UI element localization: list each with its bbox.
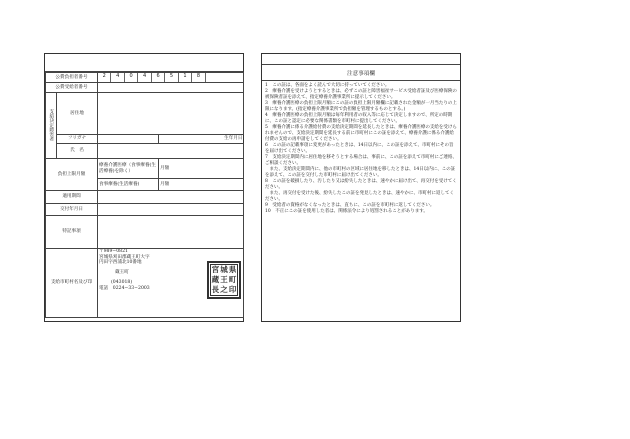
issue-date-label: 交付年月日 [46,204,98,216]
period-row [46,191,244,204]
certificate-back-card [261,53,461,322]
special-notes-value [98,216,244,249]
period-value [98,191,244,204]
note-item: 3 療養介護医療の負担上限月額にこの証の負担上限月額欄に記載された金額が一月当たりの上限になります。(指定療養介護事業所で負担額を管理するものとする。) [265,101,457,113]
issue-date-value [98,204,244,216]
seal-char: 之 [220,285,228,295]
recipient-number-row [46,83,244,93]
address-row [46,93,244,135]
notes-title: 注意事項欄 [262,64,460,81]
limit-label: 負担上限月額 [46,159,98,191]
seal-char: 王 [220,275,228,285]
front-header-blank [45,54,243,72]
note-item: また、再交付を受けた後、紛失したこの証を発見したときは、速やかに、市町村に返してください。 [265,191,454,203]
limit-item-meal: 食事療養(生活療養) [98,179,159,191]
note-item: 4 療養介護医療の負担上限月額は毎年利用者の収入等に応じて決定しますので、所定の時期に、この証と認定に必要な関係書類を市町村に提出してください。 [265,113,453,125]
note-item: また、支給決定期間内に、他の市町村の区域に居住地を移したときは、14日以内に、この証を添えて、この証を交付した市町村に届け出てください。 [265,167,456,179]
payer-digit: 8 [192,73,205,82]
note-item: 2 療養介護を受けようとするときは、必ずこの証と障害福祉サービス受給者証及び医療保険の被保険者証を添えて、指定療養介護事業所に提示してください。 [265,89,457,101]
furigana-row [46,135,244,144]
recipient-number-label: 公費受給者番号 [46,83,98,93]
birthdate-label: 生年月日 [159,135,244,144]
postal-code: 〒989−0821 [99,249,128,254]
furigana-value [98,135,159,144]
limit-item-meal-unit: 月額 [159,179,244,191]
note-item: 10 不正にこの証を使用した者は、関係法令により処罰されることがあります。 [265,209,428,215]
payer-digit: 2 [98,73,111,82]
address-label: 居住地 [57,93,98,135]
payer-digit: 6 [152,73,165,82]
note-item: 5 療養介護に係る介護給付費の支給決定期間を延長したときは、療養介護医療の支給を受けられませんので、支給決定期間を延長する前に市町村にこの証を添えて、療養介護に係る介護給付費の支給の再申請をしてください。 [265,125,457,143]
special-notes-row [46,216,244,249]
name-label: 氏 名 [57,144,98,159]
municipality-name: 蔵王町 [115,269,129,275]
recipient-number-value [98,83,244,93]
period-label: 適用期間 [46,191,98,204]
payer-number-row [46,73,244,83]
seal-char: 印 [228,285,237,295]
note-item: 1 この証は、各面をよく読んで大切に持っていてください。 [265,83,390,88]
municipality-phone: 電話 0224−33−2003 [99,285,150,291]
payer-number-label: 公費負担者番号 [46,73,98,83]
certificate-front-card [44,53,244,322]
payer-digit: 1 [179,73,192,82]
limit-item-medical: 療養介護医療（食事療養(生活療養)を除く） [98,159,159,179]
seal-char: 城 [220,265,228,275]
municipality-address-1: 宮城県刈田郡蔵王町大字 [99,254,150,260]
special-notes-label: 特記事項 [46,216,98,249]
seal-char: 長 [211,285,220,295]
name-row [46,144,244,159]
name-value [98,144,244,159]
seal-char: 県 [228,265,237,275]
notes-list [262,81,460,217]
address-value [98,93,244,135]
note-item: 9 受給者の資格がなくなったときは、直ちに、この証を市町村に返してください。 [265,203,435,209]
payer-digit: 4 [111,73,124,82]
payer-number-digits [98,73,243,82]
municipality-code: (043018) [111,280,133,285]
municipality-label: 支給市町村名及び印 [46,249,98,318]
limit-row-1 [46,159,244,179]
payer-digit: 4 [138,73,151,82]
limit-item-medical-unit: 月額 [159,159,244,179]
issue-date-row [46,204,244,216]
seal-char: 町 [228,275,237,285]
certified-person-side-label: 支給決定障害者 [46,93,57,159]
seal-char: 宮 [211,265,220,275]
payer-digit: 5 [165,73,178,82]
seal-char: 蔵 [211,275,220,285]
note-item: 6 この証の記載事項に変更があったときは、14日以内に、この証を添えて、市町村にその旨を届け出てください。 [265,143,454,155]
official-seal [207,261,241,299]
note-item: 8 この証を破損したり、汚したり又は紛失したときは、速やかに届け出て、再交付を受けてください。 [265,179,457,191]
seal-characters [210,264,238,296]
municipality-address-2: 円田字西浦北10番地 [99,260,142,265]
payer-digit: 0 [125,73,138,82]
furigana-label: フリガナ [57,135,98,144]
note-item: 7 支給決定期間内に居住地を移そうとする場合は、事前に、この証を添えて市町村にご連絡、ご相談ください。 [265,155,457,167]
